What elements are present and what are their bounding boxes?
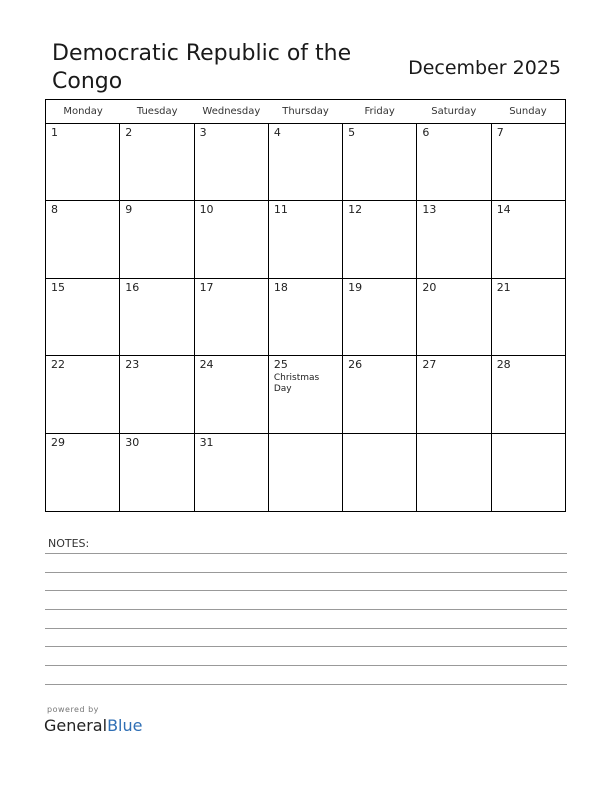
holiday-label: Christmas Day <box>273 373 320 395</box>
day-number: 27 <box>422 358 437 372</box>
weekday-header: Wednesday <box>202 106 261 117</box>
notes-line <box>45 628 567 629</box>
day-cell <box>343 434 417 511</box>
day-number: 4 <box>273 126 281 139</box>
week-row <box>46 201 565 278</box>
day-number: 2 <box>125 126 133 139</box>
day-number: 6 <box>422 126 430 139</box>
day-number: 21 <box>496 280 511 294</box>
day-cell <box>492 434 565 511</box>
notes-line <box>45 553 567 554</box>
day-number: 12 <box>348 203 363 217</box>
day-number: 10 <box>199 203 214 217</box>
day-cell <box>343 356 417 432</box>
weekday-header: Sunday <box>509 106 547 117</box>
notes-line <box>45 684 567 685</box>
calendar-country-title: Democratic Republic of the Congo <box>52 41 352 94</box>
day-number: 15 <box>51 280 65 294</box>
week-row <box>46 434 565 511</box>
brand-logo <box>44 716 142 736</box>
day-cell <box>120 201 194 277</box>
day-number: 26 <box>348 358 363 372</box>
powered-by-label: powered by <box>47 705 99 714</box>
calendar-grid <box>45 99 566 512</box>
brand-blue-text: Blue <box>107 716 143 735</box>
day-number: 3 <box>199 126 207 139</box>
weekday-header: Tuesday <box>136 106 178 117</box>
day-number: 16 <box>125 280 140 294</box>
calendar-month-title: December 2025 <box>408 57 561 79</box>
day-cell <box>417 356 491 432</box>
day-cell <box>120 124 194 200</box>
day-cell <box>120 279 194 355</box>
day-number: 25 <box>273 358 288 372</box>
day-number: 11 <box>273 203 288 217</box>
week-row <box>46 356 565 433</box>
day-cell <box>492 279 565 355</box>
day-number: 20 <box>422 280 437 294</box>
day-cell <box>46 124 120 200</box>
day-cell <box>195 279 269 355</box>
day-cell <box>195 434 269 511</box>
day-cell <box>46 201 120 277</box>
day-cell <box>417 201 491 277</box>
week-row <box>46 124 565 201</box>
day-cell <box>269 201 343 277</box>
weekday-header: Saturday <box>431 106 477 117</box>
day-cell <box>417 279 491 355</box>
weekday-header: Friday <box>364 106 395 117</box>
day-cell <box>46 356 120 432</box>
day-cell <box>492 124 565 200</box>
day-cell <box>343 279 417 355</box>
notes-line <box>45 609 567 610</box>
day-number: 19 <box>348 280 363 294</box>
day-cell <box>269 279 343 355</box>
day-number: 17 <box>199 280 214 294</box>
day-number: 1 <box>51 126 58 139</box>
day-cell <box>120 356 194 432</box>
day-number: 28 <box>496 358 511 372</box>
day-number: 24 <box>199 358 214 372</box>
day-number: 7 <box>496 126 504 139</box>
weeks-container <box>46 124 565 511</box>
weekday-header: Thursday <box>282 106 329 117</box>
day-cell <box>269 356 343 432</box>
day-number: 9 <box>125 203 133 217</box>
day-cell <box>343 201 417 277</box>
day-cell <box>120 434 194 511</box>
day-number: 8 <box>51 203 58 217</box>
week-row <box>46 279 565 356</box>
day-cell <box>417 434 491 511</box>
day-number: 18 <box>273 280 288 294</box>
day-number: 13 <box>422 203 437 217</box>
brand-general-text: General <box>44 716 108 735</box>
day-cell <box>343 124 417 200</box>
day-cell <box>195 201 269 277</box>
day-number: 29 <box>51 435 65 449</box>
weekday-header: Monday <box>63 106 103 117</box>
day-number: 5 <box>348 126 356 139</box>
notes-line <box>45 590 567 591</box>
day-cell <box>492 201 565 277</box>
weekday-header-row <box>46 100 565 124</box>
day-number: 31 <box>199 435 214 449</box>
day-cell <box>269 124 343 200</box>
notes-line <box>45 572 567 573</box>
day-cell <box>492 356 565 432</box>
day-cell <box>195 356 269 432</box>
day-number: 14 <box>496 203 511 217</box>
day-number: 22 <box>51 358 65 372</box>
notes-line <box>45 646 567 647</box>
day-cell <box>269 434 343 511</box>
day-cell <box>417 124 491 200</box>
day-number: 23 <box>125 358 140 372</box>
notes-label: NOTES: <box>48 537 90 550</box>
day-cell <box>46 279 120 355</box>
day-cell <box>195 124 269 200</box>
notes-line <box>45 665 567 666</box>
day-number: 30 <box>125 435 140 449</box>
day-cell <box>46 434 120 511</box>
